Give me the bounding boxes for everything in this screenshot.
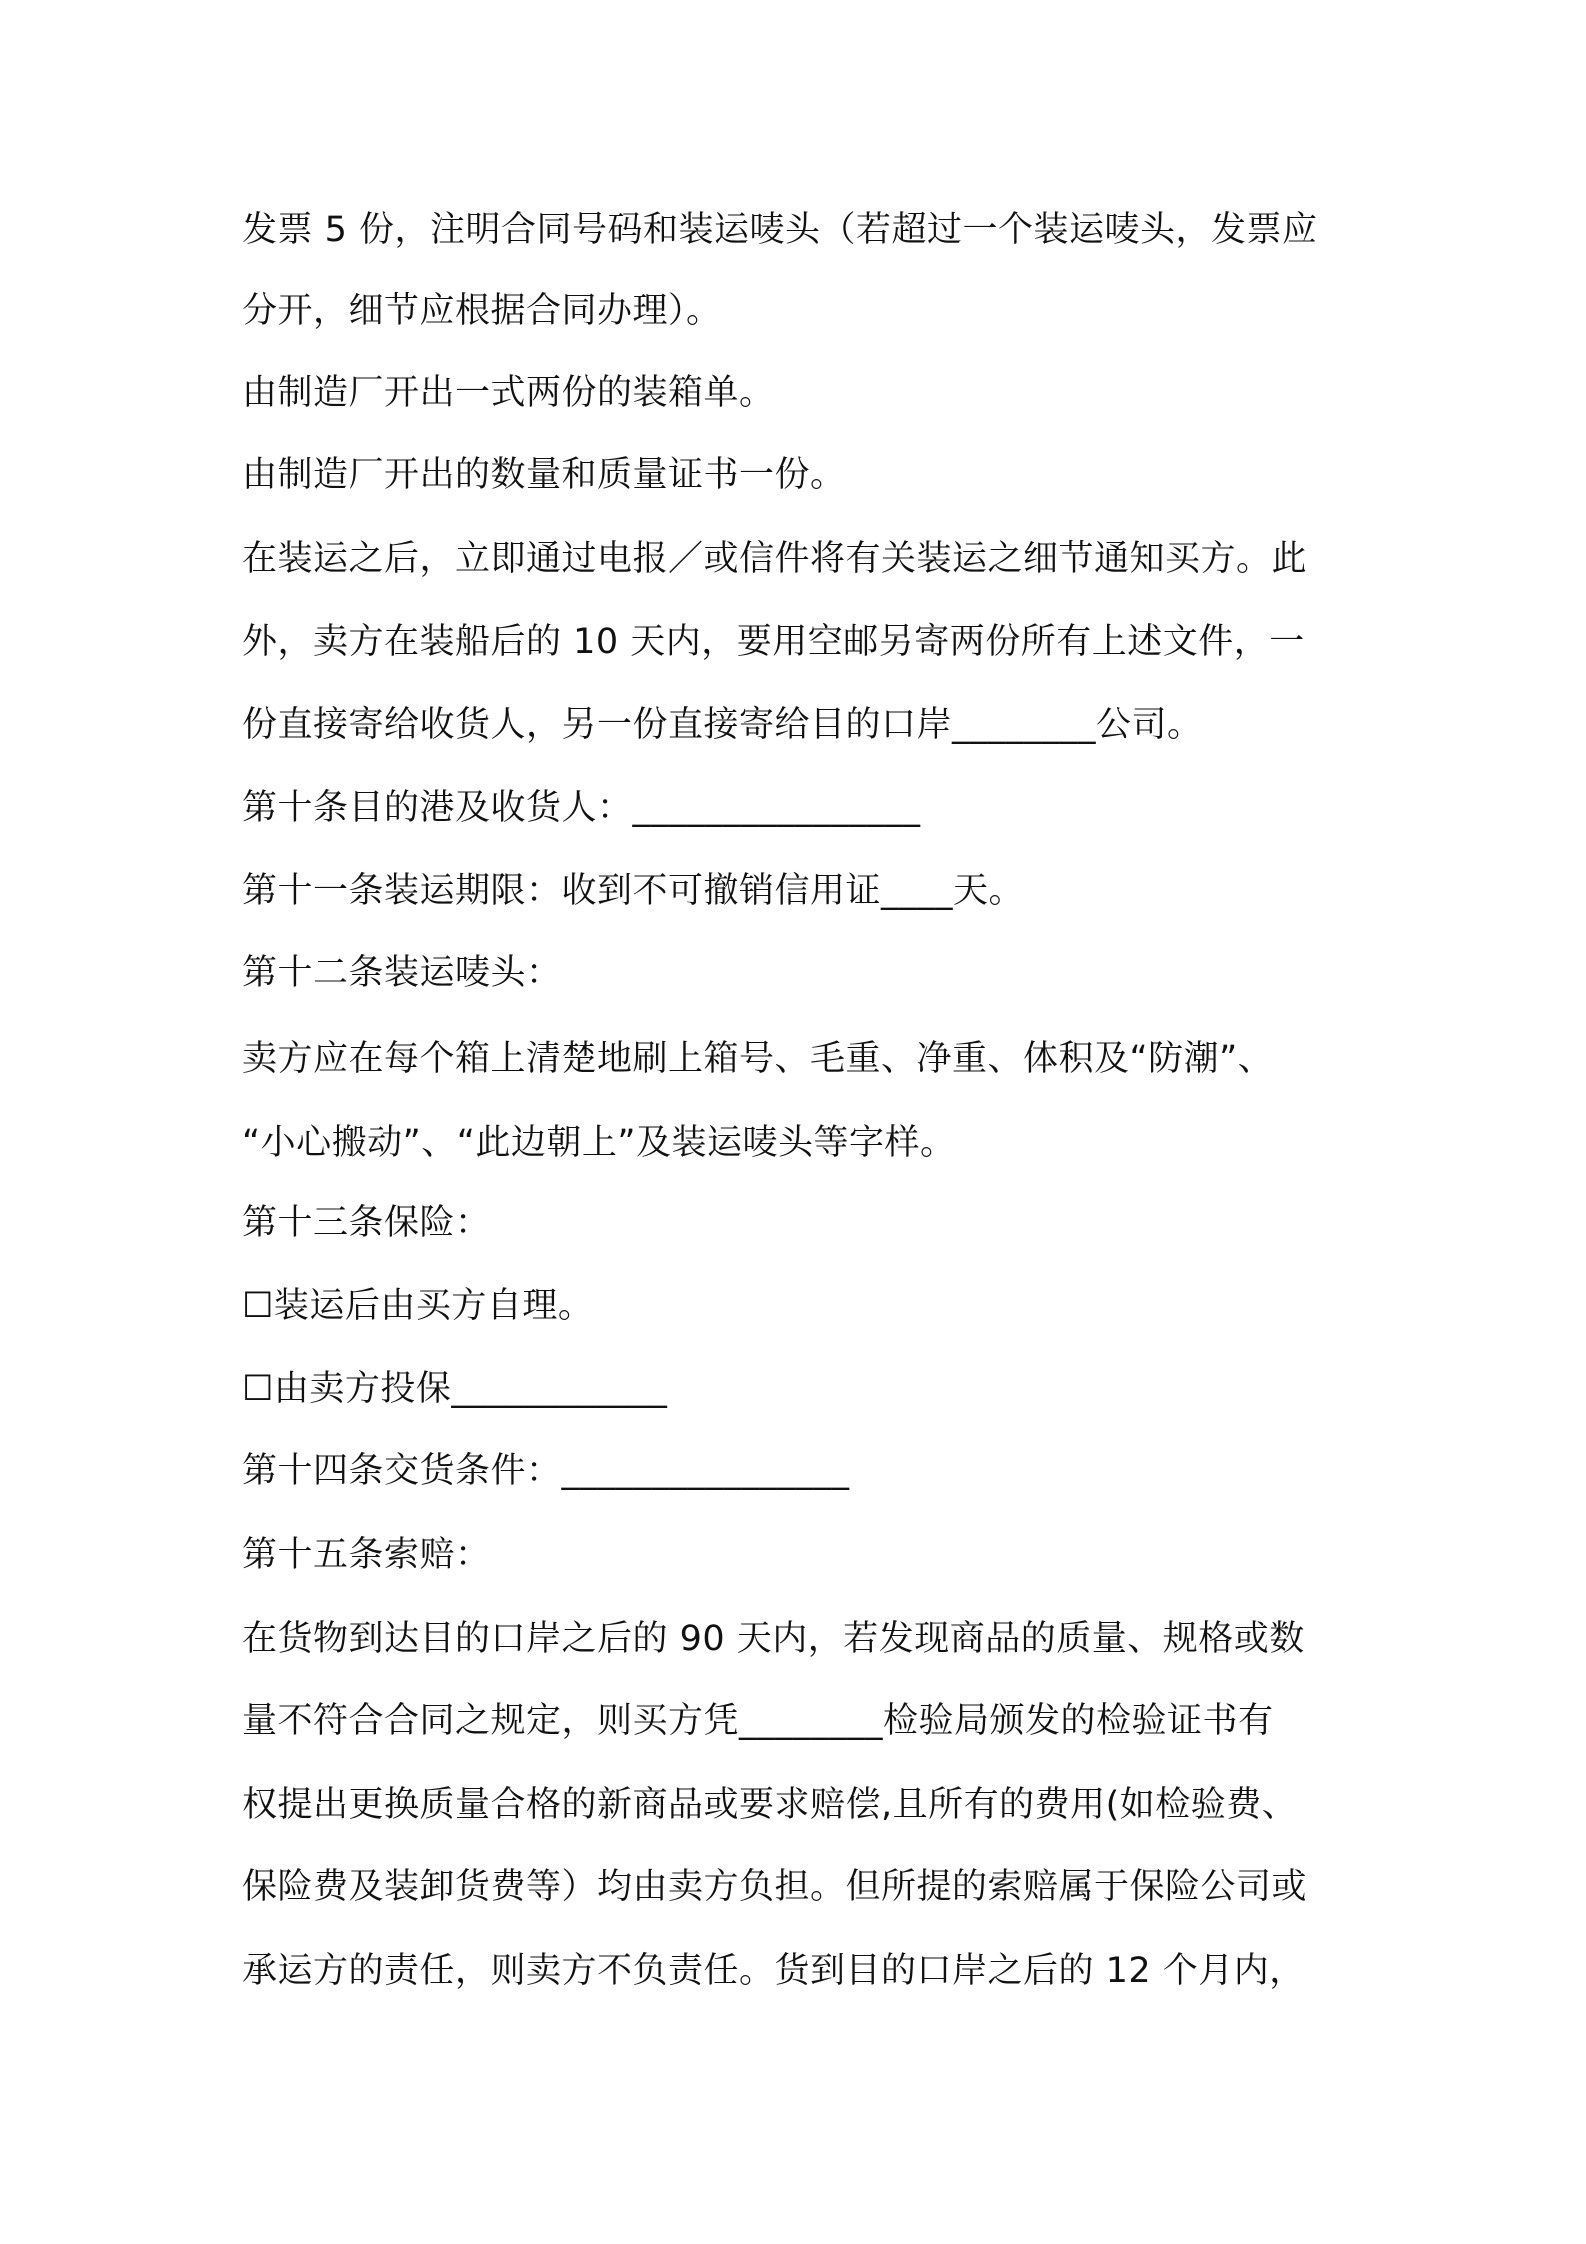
text-line-20: 权提出更换质量合格的新商品或要求赔偿,且所有的费用(如检验费、 <box>242 1785 1298 1825</box>
text-line-18: 在货物到达目的口岸之后的 90 天内，若发现商品的质量、规格或数 <box>242 1619 1305 1659</box>
text-line-4: 由制造厂开出的数量和质量证书一份。 <box>242 455 846 495</box>
text-line-3: 由制造厂开出一式两份的装箱单。 <box>242 373 775 413</box>
text-line-1: 发票 5 份，注明合同号码和装运唛头（若超过一个装运唛头，发票应 <box>242 210 1318 250</box>
text-line-22: 承运方的责任，则卖方不负责任。货到目的口岸之后的 12 个月内， <box>242 1951 1305 1991</box>
text-line-11: 卖方应在每个箱上清楚地刷上箱号、毛重、净重、体积及“防潮”、 <box>242 1039 1274 1079</box>
text-line-10: 第十二条装运唛头： <box>242 953 562 993</box>
text-line-21: 保险费及装卸货费等）均由卖方负担。但所提的索赔属于保险公司或 <box>242 1867 1308 1907</box>
text-line-15: ☐由卖方投保____________ <box>242 1369 668 1409</box>
text-line-13: 第十三条保险： <box>242 1203 491 1243</box>
text-line-8: 第十条目的港及收货人：________________ <box>242 788 921 828</box>
text-line-2: 分开，细节应根据合同办理）。 <box>242 291 722 331</box>
text-line-17: 第十五条索赔： <box>242 1535 491 1575</box>
text-line-6: 外，卖方在装船后的 10 天内，要用空邮另寄两份所有上述文件，一 <box>242 622 1305 662</box>
text-line-16: 第十四条交货条件：________________ <box>242 1451 850 1491</box>
text-line-14: ☐装运后由买方自理。 <box>242 1286 594 1326</box>
text-line-9: 第十一条装运期限：收到不可撤销信用证____天。 <box>242 871 1025 911</box>
text-line-5: 在装运之后，立即通过电报／或信件将有关装运之细节通知买方。此 <box>242 539 1308 579</box>
text-line-19: 量不符合合同之规定，则买方凭________检验局颁发的检验证书有 <box>242 1701 1274 1741</box>
text-line-12: “小心搬动”、“此边朝上”及装运唛头等字样。 <box>242 1123 956 1163</box>
text-line-7: 份直接寄给收货人，另一份直接寄给目的口岸________公司。 <box>242 705 1203 745</box>
